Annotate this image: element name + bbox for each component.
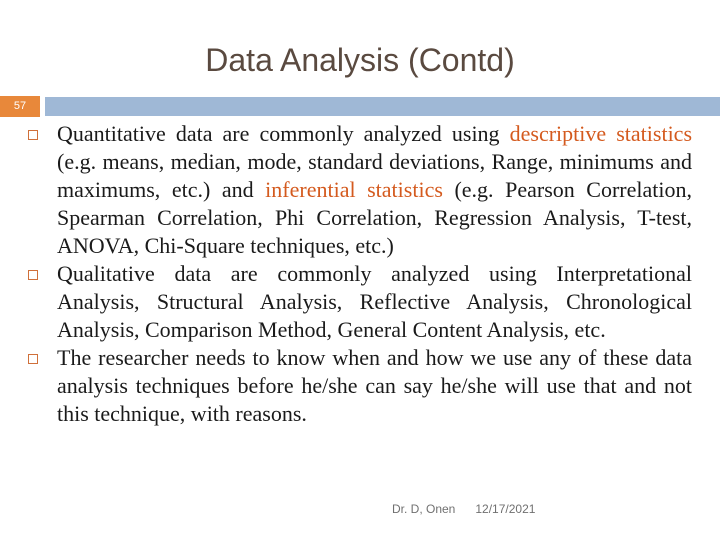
bullet-item-quantitative (28, 120, 692, 260)
square-bullet-icon (28, 354, 38, 364)
bullet-text (57, 120, 692, 260)
square-bullet-icon (28, 270, 38, 280)
bullet-item-researcher (28, 344, 692, 428)
header-bar (45, 97, 720, 116)
bullet-text-part: Quantitative data are commonly analyzed using (57, 121, 510, 146)
bullet-text-part: (e.g. Pearson Correlation, Spearman Correlation, Phi Correlation, Regression Analysis, T-test, ANOVA, Chi-Square techniques, etc.) (57, 177, 693, 258)
bullet-text-part: (e.g. means, median, mode, standard deviations, Range, minimums and maximums, etc.) and (57, 149, 692, 202)
bullet-item-qualitative (28, 260, 692, 344)
bullet-text: The researcher needs to know when and how we use any of these data analysis techniques before he/she can say he/she will use that and not this technique, with reasons. (57, 345, 692, 426)
slide-number: 57 (0, 96, 40, 117)
highlight-descriptive-statistics: descriptive statistics (509, 121, 693, 146)
footer (392, 502, 535, 516)
bullet-list (28, 120, 692, 428)
footer-author: Dr. D, Onen (392, 502, 456, 516)
slide-title: Data Analysis (Contd) (205, 42, 515, 78)
square-bullet-icon (28, 130, 38, 140)
footer-date: 12/17/2021 (475, 502, 536, 516)
bullet-text: Qualitative data are commonly analyzed using Interpretational Analysis, Structural Analysis, Reflective Analysis, Chronological Analysis, Comparison Method, General Content Analysis, etc. (57, 261, 692, 342)
highlight-inferential-statistics: inferential statistics (265, 177, 443, 202)
